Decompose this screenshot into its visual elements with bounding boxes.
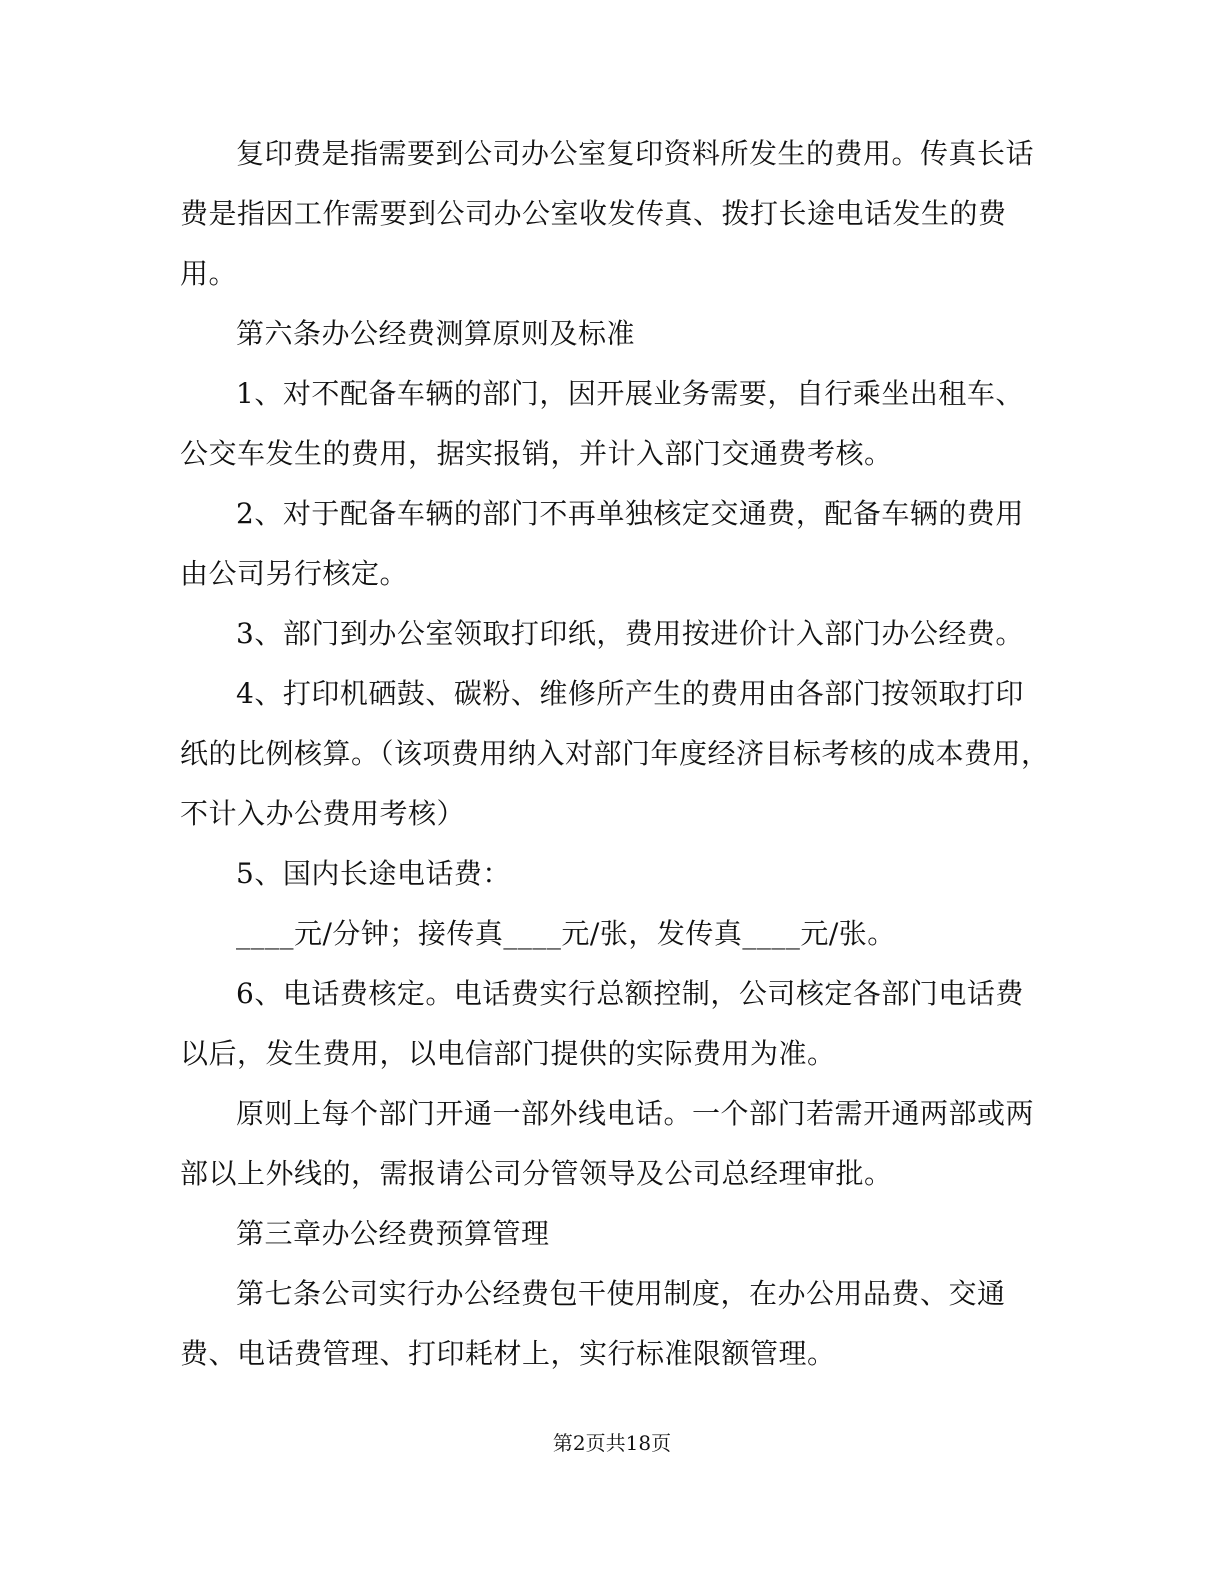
document-body <box>180 124 1050 1384</box>
paragraph-rates-blanks: ____元/分钟；接传真____元/张，发传真____元/张。 <box>236 917 896 950</box>
paragraph-item-2: 2、对于配备车辆的部门不再单独核定交通费，配备车辆的费用由公司另行核定。 <box>180 497 1024 590</box>
paragraph-item-6: 6、电话费核定。电话费实行总额控制，公司核定各部门电话费以后，发生费用，以电信部门提供的实际费用为准。 <box>180 977 1024 1070</box>
heading-article-6: 第六条办公经费测算原则及标准 <box>236 317 636 350</box>
paragraph-article-7: 第七条公司实行办公经费包干使用制度，在办公用品费、交通费、电话费管理、打印耗材上，实行标准限额管理。 <box>180 1277 1006 1370</box>
paragraph-item-5: 5、国内长途电话费： <box>236 857 511 890</box>
paragraph-outside-lines: 原则上每个部门开通一部外线电话。一个部门若需开通两部或两部以上外线的，需报请公司分管领导及公司总经理审批。 <box>180 1097 1035 1190</box>
heading-chapter-3: 第三章办公经费预算管理 <box>236 1217 550 1250</box>
paragraph-item-4: 4、打印机硒鼓、碳粉、维修所产生的费用由各部门按领取打印纸的比例核算。（该项费用纳入对部门年度经济目标考核的成本费用，不计入办公费用考核） <box>180 677 1050 830</box>
paragraph-copy-fax-fees: 复印费是指需要到公司办公室复印资料所发生的费用。传真长话费是指因工作需要到公司办公室收发传真、拨打长途电话发生的费用。 <box>180 137 1035 290</box>
page-number-footer: 第2页共18页 <box>552 1431 672 1455</box>
paragraph-item-3: 3、部门到办公室领取打印纸，费用按进价计入部门办公经费。 <box>236 617 1024 650</box>
paragraph-item-1: 1、对不配备车辆的部门，因开展业务需要，自行乘坐出租车、公交车发生的费用，据实报销，并计入部门交通费考核。 <box>180 377 1024 470</box>
